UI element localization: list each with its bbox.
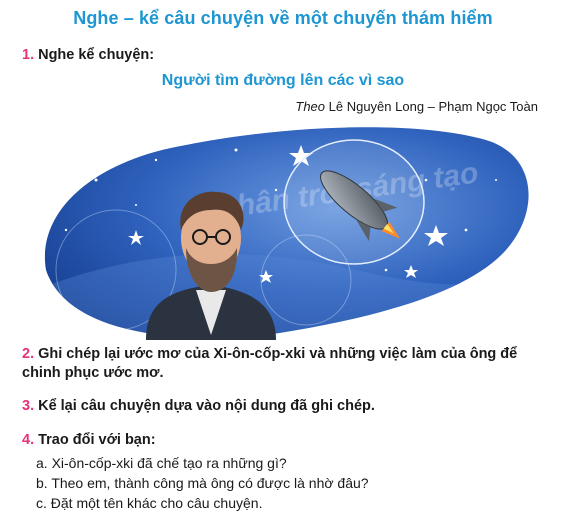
night-sky: [36, 120, 536, 340]
section-label: Trao đổi với bạn:: [38, 432, 156, 448]
section-number: 4.: [22, 432, 35, 448]
section-4: [22, 431, 156, 450]
author-prefix: Theo: [295, 99, 326, 114]
section-number: 2.: [22, 346, 35, 362]
section-2: [22, 345, 542, 383]
watermark: Chân trời sáng tạo: [213, 156, 481, 226]
question-b: b. Theo em, thành công mà ông có được là nhờ đâu?: [36, 475, 369, 491]
section-1: [22, 46, 154, 65]
page-title: Nghe – kể câu chuyện về một chuyến thám hiểm: [73, 8, 493, 28]
section-number: 3.: [22, 398, 35, 414]
section-label: Ghi chép lại ước mơ của Xi-ôn-cốp-xki và những việc làm của ông để chinh phục ước mơ.: [22, 346, 518, 381]
author-names: Lê Nguyên Long – Phạm Ngọc Toàn: [328, 99, 538, 114]
story-title: Người tìm đường lên các vì sao: [161, 72, 405, 89]
story-author: [295, 99, 538, 114]
section-label: Nghe kể chuyện:: [38, 47, 155, 63]
story-illustration: [36, 120, 536, 340]
section-label: Kể lại câu chuyện dựa vào nội dung đã ghi chép.: [38, 398, 375, 414]
question-a: a. Xi-ôn-cốp-xki đã chế tạo ra những gì?: [36, 455, 287, 471]
section-3: [22, 397, 375, 416]
section-number: 1.: [22, 47, 35, 63]
question-c: c. Đặt một tên khác cho câu chuyện.: [36, 495, 263, 511]
